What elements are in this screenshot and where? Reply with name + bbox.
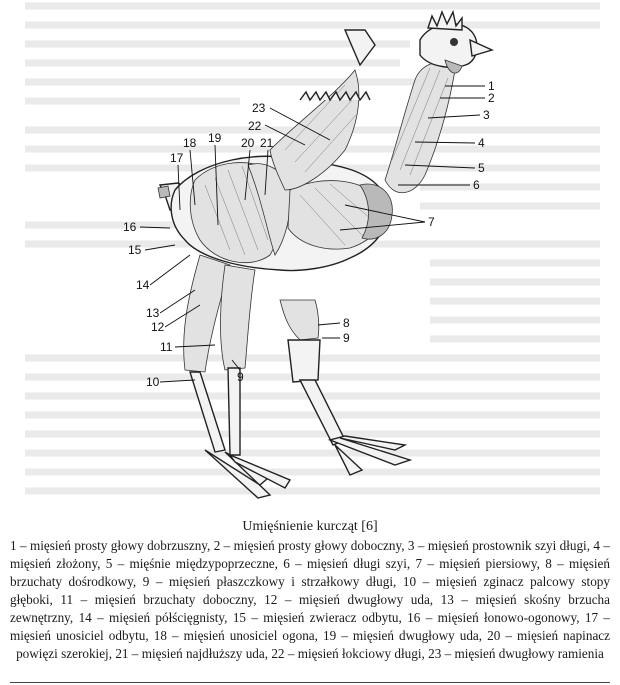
callout-7: 7 [428, 215, 435, 229]
figure-caption-legend: 1 – mięsień prosty głowy dobrzuszny, 2 – mięsień prosty głowy doboczny, 3 – mięsień prostownik szyi długi, 4 – mięsień złożony, 5 – mięśnie międzypoprzeczne, 6 – mięsień długi szyi, 7 – mięsień piersiowy, 8 – mięsień brzuchaty dośrodkowy, 9 – mięsień płaszczkowy i strzałkowy długi, 10 – mięsień zginacz palcowy stopy głęboki, 11 – mięsień brzuchaty doboczny, 12 – mięsień dwugłowy uda, 13 – mięsień skośny brzucha zewnętrzny, 14 – mięsień półścięgnisty, 15 – mięsień zwieracz odbytu, 16 – mięsień łonowo-ogonowy, 17 – mięsień unosiciel odbytu, 18 – mięsień unosiciel ogona, 19 – mięsień dwugłowy uda, 20 – mięsień napinacz powięzi szerokiej, 21 – mięsień najdłuższy uda, 22 – mięsień łokciowy długi, 23 – mięsień dwugłowy ramienia [10, 538, 610, 661]
callout-6: 6 [473, 178, 480, 192]
callout-4: 4 [478, 136, 485, 150]
callout-22: 22 [248, 119, 262, 133]
callout-20: 20 [241, 136, 255, 150]
chicken-illustration [158, 12, 492, 498]
callout-12: 12 [151, 320, 165, 334]
callout-11: 11 [160, 340, 173, 354]
callout-15: 15 [128, 243, 142, 257]
callout-3: 3 [483, 108, 490, 122]
callout-19: 19 [208, 131, 222, 145]
callout-14: 14 [136, 278, 150, 292]
figure-caption-title: Umięśnienie kurcząt [6] [242, 519, 378, 534]
caption-bottom-rule [10, 682, 610, 683]
callout-13: 13 [146, 306, 160, 320]
callout-23: 23 [252, 101, 266, 115]
callout-8: 8 [343, 316, 350, 330]
callout-10: 10 [146, 375, 160, 389]
callout-16: 16 [123, 220, 137, 234]
callout-21: 21 [260, 136, 274, 150]
callout-2: 2 [488, 91, 495, 105]
callout-1: 1 [488, 79, 495, 93]
callout-18: 18 [183, 136, 197, 150]
callout-9-right: 9 [343, 331, 350, 345]
callout-5: 5 [478, 161, 485, 175]
callout-17: 17 [170, 151, 184, 165]
callout-9-left: 9 [237, 370, 244, 384]
